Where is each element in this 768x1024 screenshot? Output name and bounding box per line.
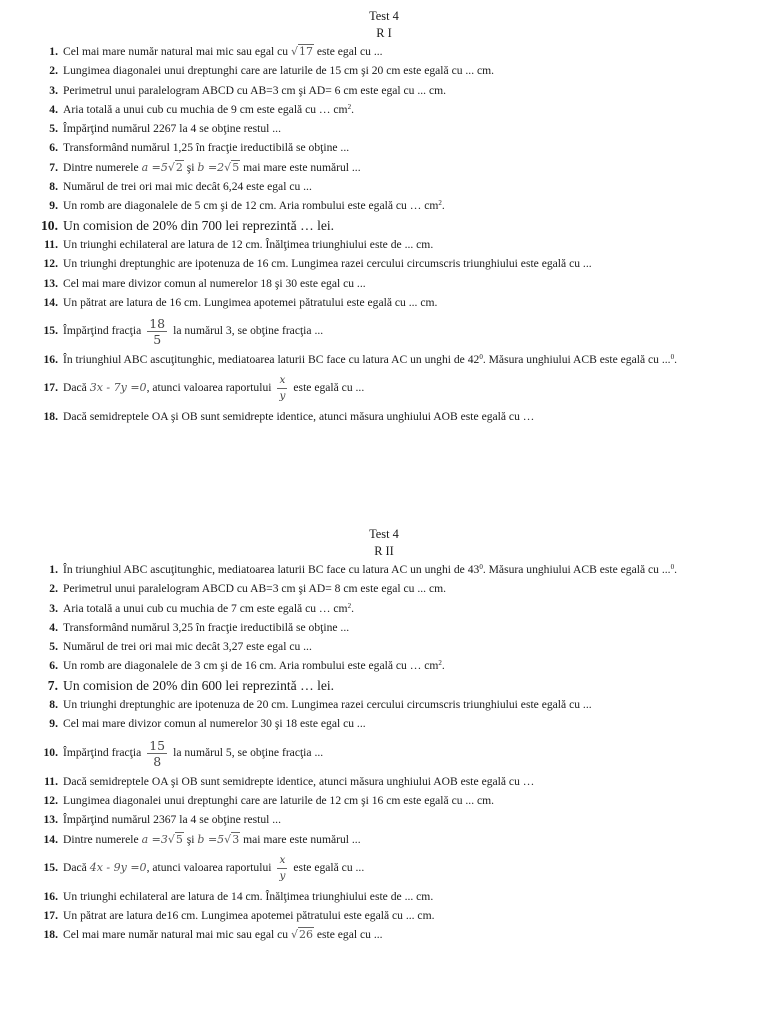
question-item [0,293,768,312]
question-item [0,138,768,157]
question-item [0,734,768,772]
question-item [0,235,768,254]
question-item [0,158,768,177]
question-text: Lungimea diagonalei unui dreptunghi care are laturile de 12 cm şi 16 cm este egală cu ... cm. [63,793,495,807]
question-text: Dacă 3x - 7y =0, atunci valoarea raportului $\frac{x}{y}$ este egală cu ... [63,374,365,403]
question-number: 14. [43,295,58,309]
question-text: Numărul de trei ori mai mic decât 6,24 este egal cu ... [63,180,312,194]
question-number: 15. [43,860,58,874]
question-item [0,791,768,810]
question-number: 3. [49,83,58,97]
question-item [0,925,768,944]
square-root: √26 [290,928,313,942]
question-item [0,177,768,196]
fraction: $\frac{x}{y}$ [279,853,286,882]
question-item [0,42,768,61]
question-text: Cel mai mare număr natural mai mic sau egal cu √17 este egal cu ... [63,42,383,61]
question-item [0,887,768,906]
question-number: 16. [43,889,58,903]
question-number: 7. [49,160,58,174]
question-text: Un triunghi echilateral are latura de 14 cm. Înălţimea triunghiului este de ... cm. [63,889,434,903]
question-item [0,618,768,637]
question-item [0,676,768,695]
test-section-r1 [0,8,768,427]
question-number: 15. [43,324,58,338]
question-item [0,196,768,215]
question-item [0,350,768,369]
question-text: Cel mai mare număr natural mai mic sau egal cu √26 este egal cu ... [63,925,383,944]
question-number: 10. [41,217,58,233]
question-text: Un comision de 20% din 600 lei reprezintă … lei. [63,677,335,693]
question-item [0,579,768,598]
question-number: 1. [49,45,58,58]
question-number: 17. [43,909,58,923]
question-number: 18. [43,410,58,424]
test-section-r2 [0,526,768,945]
fraction: $\frac{18}{5}$ [149,316,166,347]
question-number: 9. [49,717,58,731]
question-number: 7. [47,677,58,693]
question-number: 11. [44,774,58,788]
question-text: Împărţind numărul 2267 la 4 se obţine restul ... [63,122,281,136]
question-number: 4. [49,102,58,116]
question-number: 2. [49,582,58,596]
question-item [0,637,768,656]
question-text: Un triunghi echilateral are latura de 12 cm. Înălţimea triunghiului este de ... cm. [63,237,434,251]
question-number: 8. [49,698,58,712]
question-item [0,216,768,235]
question-text: Transformând numărul 1,25 în fracţie ireductibilă se obţine ... [63,141,350,155]
question-item [0,100,768,119]
question-list [0,560,768,945]
question-number: 9. [49,199,58,213]
question-number: 16. [43,353,58,367]
question-item [0,810,768,829]
question-item [0,312,768,350]
question-text: Transformând numărul 3,25 în fracţie ireductibilă se obţine ... [63,620,350,634]
question-number: 5. [49,640,58,654]
question-text: Împărţind fracţia $\frac{18}{5}$ la numărul 3, se obţine fracţia ... [63,316,324,347]
test-title: Test 4 [369,9,399,23]
question-number: 1. [49,563,58,576]
test-title: Test 4 [369,527,399,541]
question-text: În triunghiul ABC ascuţitunghic, mediatoarea laturii BC face cu latura AC un unghi de $43^0$. Măsura unghiului ACB este egală cu ...$^0$. [63,563,677,576]
question-item [0,695,768,714]
question-number: 13. [43,813,58,827]
question-text: Dintre numerele a =3√5 şi b =5√3 mai mare este numărul ... [63,832,361,846]
question-number: 17. [43,381,58,395]
question-text: Cel mai mare divizor comun al numerelor 30 şi 18 este egal cu ... [63,717,366,731]
question-text: Un pătrat are latura de 16 cm. Lungimea apotemei pătratului este egală cu ... cm. [63,295,438,309]
question-text: Perimetrul unui paralelogram ABCD cu AB=3 cm şi AD= 6 cm este egal cu ... cm. [63,83,447,97]
question-number: 12. [43,257,58,271]
question-item [0,369,768,407]
question-text: Dacă 4x - 9y =0, atunci valoarea raportului $\frac{x}{y}$ este egală cu ... [63,853,365,882]
question-text: Împărţind numărul 2367 la 4 se obţine restul ... [63,813,281,827]
question-number: 11. [44,237,58,251]
question-text: Un pătrat are latura de16 cm. Lungimea apotemei pătratului este egală cu ... cm. [63,909,435,923]
question-item [0,407,768,426]
question-item [0,772,768,791]
question-number: 13. [43,276,58,290]
variant-label: R II [374,544,394,558]
question-text: Aria totală a unui cub cu muchia de 7 cm este egală cu … $cm^2$. [63,601,354,615]
question-text: Dacă semidreptele OA şi OB sunt semidrepte identice, atunci măsura unghiului AOB este egală cu … [63,774,535,788]
question-text: Cel mai mare divizor comun al numerelor 18 şi 30 este egal cu ... [63,276,366,290]
question-item [0,830,768,849]
question-number: 2. [49,64,58,78]
square-root: √17 [290,45,313,58]
question-list [0,42,768,427]
question-item [0,599,768,618]
question-text: Numărul de trei ori mai mic decât 3,27 este egal cu ... [63,640,312,654]
question-number: 14. [43,832,58,846]
question-text: Un triunghi dreptunghic are ipotenuza de 16 cm. Lungimea razei cercului circumscris triunghiului este egală cu ... [63,257,592,271]
question-item [0,849,768,887]
question-text: Un comision de 20% din 700 lei reprezintă … lei. [63,217,335,233]
variant-label: R I [376,26,392,40]
question-item [0,61,768,80]
question-item [0,274,768,293]
question-text: Aria totală a unui cub cu muchia de 9 cm este egală cu … $cm^2$. [63,102,354,116]
question-number: 8. [49,180,58,194]
question-text: Lungimea diagonalei unui dreptunghi care are laturile de 15 cm şi 20 cm este egală cu ... cm. [63,64,495,78]
question-item [0,714,768,733]
question-item [0,119,768,138]
question-number: 6. [49,659,58,673]
question-text: Împărţind fracţia $\frac{15}{8}$ la numărul 5, se obţine fracţia ... [63,737,324,769]
question-item [0,254,768,273]
question-item [0,906,768,925]
question-text: Un romb are diagonalele de 5 cm şi de 12 cm. Aria rombului este egală cu … $cm^2$. [63,199,445,213]
question-number: 18. [43,928,58,942]
question-number: 6. [49,141,58,155]
question-text: Dintre numerele a =5√2 şi b =2√5 mai mare este numărul ... [63,160,361,174]
question-number: 12. [43,793,58,807]
question-text: Perimetrul unui paralelogram ABCD cu AB=3 cm şi AD= 8 cm este egal cu ... cm. [63,582,447,596]
question-text: În triunghiul ABC ascuţitunghic, mediatoarea laturii BC face cu latura AC un unghi de $42^0$. Măsura unghiului ACB este egală cu ...$^0$. [63,353,677,367]
question-number: 3. [49,601,58,615]
question-item [0,656,768,675]
fraction: $\frac{15}{8}$ [149,737,166,769]
question-item [0,81,768,100]
question-number: 4. [49,620,58,634]
fraction: $\frac{x}{y}$ [279,374,286,403]
question-text: Dacă semidreptele OA şi OB sunt semidrepte identice, atunci măsura unghiului AOB este egală cu … [63,410,535,424]
question-text: Un romb are diagonalele de 3 cm şi de 16 cm. Aria rombului este egală cu … $cm^2$. [63,659,445,673]
question-number: 10. [43,745,58,759]
question-item [0,560,768,579]
question-text: Un triunghi dreptunghic are ipotenuza de 20 cm. Lungimea razei cercului circumscris triunghiului este egală cu ... [63,698,592,712]
question-number: 5. [49,122,58,136]
